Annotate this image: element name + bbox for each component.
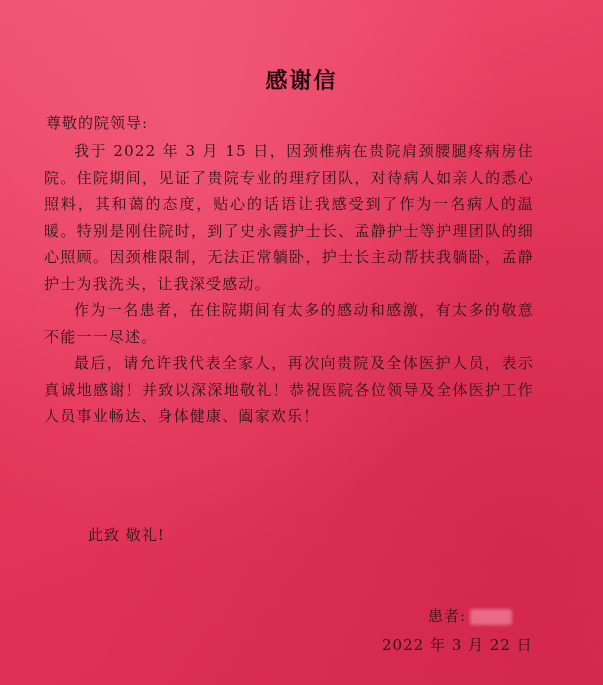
letter-date: 2022 年 3 月 22 日 (382, 636, 533, 654)
letter-body (44, 138, 534, 430)
letter-paragraph: 最后，请允许我代表全家人，再次向贵院及全体医护人员，表示真诚地感谢！并致以深深地敬礼！恭祝医院各位领导及全体医护工作人员事业畅达、身体健康、阖家欢乐！ (44, 354, 534, 425)
letter-closing: 此致 敬礼! (88, 526, 165, 544)
letter-title: 感谢信 (265, 68, 338, 94)
letter-paragraph: 我于 2022 年 3 月 15 日，因颈椎病在贵院肩颈腰腿疼病房住院。住院期间，见证了贵院专业的理疗团队，对待病人如亲人的悉心照料，其和蔼的态度，贴心的话语让我感受到了作为一名病人的温暖。特别是刚住院时，到了史永霞护士长、孟静护士等护理团队的细心照顾。因颈椎限制，无法正常躺卧，护士长主动帮扶我躺卧，孟静护士为我洗头，让我深受感动。 (44, 142, 534, 293)
signature-label: 患者: (428, 607, 467, 625)
letter-paragraph: 作为一名患者，在住院期间有太多的感动和感激，有太多的敬意不能一一尽述。 (44, 301, 534, 346)
letter-salutation: 尊敬的院领导: (46, 114, 149, 132)
redacted-name (470, 609, 512, 625)
signature-line (428, 605, 512, 626)
